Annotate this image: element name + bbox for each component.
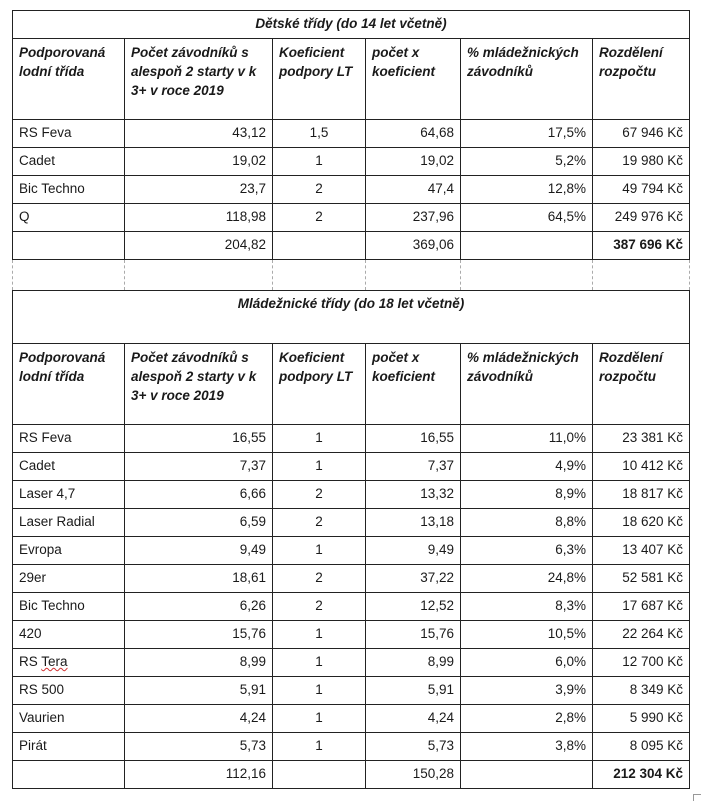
column-header: počet x koeficient [366,39,461,120]
column-header: Podporovaná lodní třída [13,344,125,425]
table-row [13,733,690,761]
table-row [13,565,690,593]
cell-count: 7,37 [125,453,273,481]
table-row [13,677,690,705]
cell-count: 118,98 [125,204,273,232]
cell-pct: 3,9% [461,677,593,705]
table2-total-row [13,761,690,789]
cell-coef: 2 [273,204,366,232]
cell-pct: 8,9% [461,481,593,509]
empty-cell [273,761,366,789]
empty-cell [13,761,125,789]
gridline-cell [593,260,690,291]
cell-count: 5,73 [125,733,273,761]
cell-coef: 1 [273,621,366,649]
cell-cls: Cadet [13,453,125,481]
table-gap [13,260,690,291]
cell-coef: 1 [273,537,366,565]
gridline-cell [13,260,125,291]
cell-count: 23,7 [125,176,273,204]
cell-count: 4,24 [125,705,273,733]
cell-product: 5,91 [366,677,461,705]
cell-cls: Q [13,204,125,232]
cell-product: 5,73 [366,733,461,761]
cell-cls: Vaurien [13,705,125,733]
cell-coef: 2 [273,481,366,509]
cell-coef: 1 [273,425,366,453]
table1-title-row [13,11,690,39]
empty-cell [461,761,593,789]
column-header: Počet závodníků s alespoň 2 starty v k 3+ v roce 2019 [125,39,273,120]
table2-header-row [13,344,690,425]
table2-title-row [13,291,690,344]
table-row [13,649,690,677]
cell-pct: 24,8% [461,565,593,593]
column-header: Počet závodníků s alespoň 2 starty v k 3+ v roce 2019 [125,344,273,425]
empty-cell [13,232,125,260]
table-row [13,593,690,621]
cell-budget: 23 381 Kč [593,425,690,453]
column-header: Koeficient podpory LT [273,39,366,120]
cell-budget: 5 990 Kč [593,705,690,733]
cell-pct: 4,9% [461,453,593,481]
cell-count: 6,26 [125,593,273,621]
cell-budget: 249 976 Kč [593,204,690,232]
class-name-prefix: RS [19,654,42,669]
table-row [13,148,690,176]
cell-product: 237,96 [366,204,461,232]
cell-cls: Bic Techno [13,176,125,204]
cell-cls: Laser 4,7 [13,481,125,509]
budget-tables [12,10,690,789]
table-row [13,481,690,509]
total-count: 204,82 [125,232,273,260]
gridline-cell [461,260,593,291]
table-row [13,120,690,148]
cell-product: 7,37 [366,453,461,481]
cell-coef: 2 [273,565,366,593]
table-row [13,453,690,481]
cell-product: 4,24 [366,705,461,733]
cell-cls: 420 [13,621,125,649]
cell-product: 13,32 [366,481,461,509]
cell-cls [13,649,125,677]
cell-count: 6,59 [125,509,273,537]
cell-pct: 6,0% [461,649,593,677]
cell-product: 47,4 [366,176,461,204]
total-budget: 212 304 Kč [593,761,690,789]
cell-pct: 5,2% [461,148,593,176]
cell-coef: 1 [273,649,366,677]
cell-coef: 1 [273,705,366,733]
table-row [13,204,690,232]
table-row [13,176,690,204]
column-header: Rozdělení rozpočtu [593,39,690,120]
cell-budget: 19 980 Kč [593,148,690,176]
total-product: 369,06 [366,232,461,260]
column-header: počet x koeficient [366,344,461,425]
cell-cls: RS Feva [13,120,125,148]
column-header: % mládežnických závodníků [461,344,593,425]
cell-pct: 12,8% [461,176,593,204]
cell-product: 15,76 [366,621,461,649]
cell-count: 19,02 [125,148,273,176]
cell-cls: Bic Techno [13,593,125,621]
cell-product: 9,49 [366,537,461,565]
cell-coef: 2 [273,509,366,537]
cell-cls: RS 500 [13,677,125,705]
cell-cls: RS Feva [13,425,125,453]
cell-budget: 12 700 Kč [593,649,690,677]
cell-budget: 10 412 Kč [593,453,690,481]
total-product: 150,28 [366,761,461,789]
table-row [13,537,690,565]
cell-budget: 18 620 Kč [593,509,690,537]
cell-cls: Laser Radial [13,509,125,537]
cell-coef: 1,5 [273,120,366,148]
cell-coef: 2 [273,593,366,621]
cell-pct: 8,3% [461,593,593,621]
cell-budget: 17 687 Kč [593,593,690,621]
cell-cls: Evropa [13,537,125,565]
cell-pct: 10,5% [461,621,593,649]
cell-count: 15,76 [125,621,273,649]
cell-count: 16,55 [125,425,273,453]
table1-title: Dětské třídy (do 14 let včetně) [13,11,690,39]
cell-pct: 6,3% [461,537,593,565]
column-header: % mládežnických závodníků [461,39,593,120]
cell-budget: 52 581 Kč [593,565,690,593]
spellcheck-word: Tera [41,654,68,669]
cell-product: 12,52 [366,593,461,621]
cell-budget: 8 095 Kč [593,733,690,761]
cell-count: 6,66 [125,481,273,509]
table-row [13,509,690,537]
gridline-cell [366,260,461,291]
cell-pct: 3,8% [461,733,593,761]
cell-count: 9,49 [125,537,273,565]
cell-product: 16,55 [366,425,461,453]
cell-pct: 8,8% [461,509,593,537]
gridline-cell [125,260,273,291]
cell-budget: 8 349 Kč [593,677,690,705]
table1-total-row [13,232,690,260]
table-row [13,705,690,733]
cell-pct: 64,5% [461,204,593,232]
cell-budget: 18 817 Kč [593,481,690,509]
cell-cls: Pirát [13,733,125,761]
cell-pct: 2,8% [461,705,593,733]
cell-product: 8,99 [366,649,461,677]
cell-budget: 22 264 Kč [593,621,690,649]
cell-count: 43,12 [125,120,273,148]
table2-title: Mládežnické třídy (do 18 let včetně) [13,291,690,344]
total-count: 112,16 [125,761,273,789]
column-header: Rozdělení rozpočtu [593,344,690,425]
table-row [13,621,690,649]
gridline-cell [273,260,366,291]
cell-cls: 29er [13,565,125,593]
empty-cell [461,232,593,260]
cell-coef: 1 [273,733,366,761]
cell-count: 5,91 [125,677,273,705]
cell-budget: 13 407 Kč [593,537,690,565]
cell-product: 13,18 [366,509,461,537]
table1-header-row [13,39,690,120]
cell-coef: 1 [273,148,366,176]
cell-product: 19,02 [366,148,461,176]
cell-coef: 1 [273,453,366,481]
cell-cls: Cadet [13,148,125,176]
cell-budget: 49 794 Kč [593,176,690,204]
cell-coef: 2 [273,176,366,204]
cell-product: 64,68 [366,120,461,148]
column-header: Koeficient podpory LT [273,344,366,425]
cell-product: 37,22 [366,565,461,593]
document-page [12,10,689,789]
cell-count: 8,99 [125,649,273,677]
total-budget: 387 696 Kč [593,232,690,260]
cell-count: 18,61 [125,565,273,593]
column-header: Podporovaná lodní třída [13,39,125,120]
table-row [13,425,690,453]
cell-budget: 67 946 Kč [593,120,690,148]
empty-cell [273,232,366,260]
cell-pct: 17,5% [461,120,593,148]
cell-pct: 11,0% [461,425,593,453]
cell-coef: 1 [273,677,366,705]
